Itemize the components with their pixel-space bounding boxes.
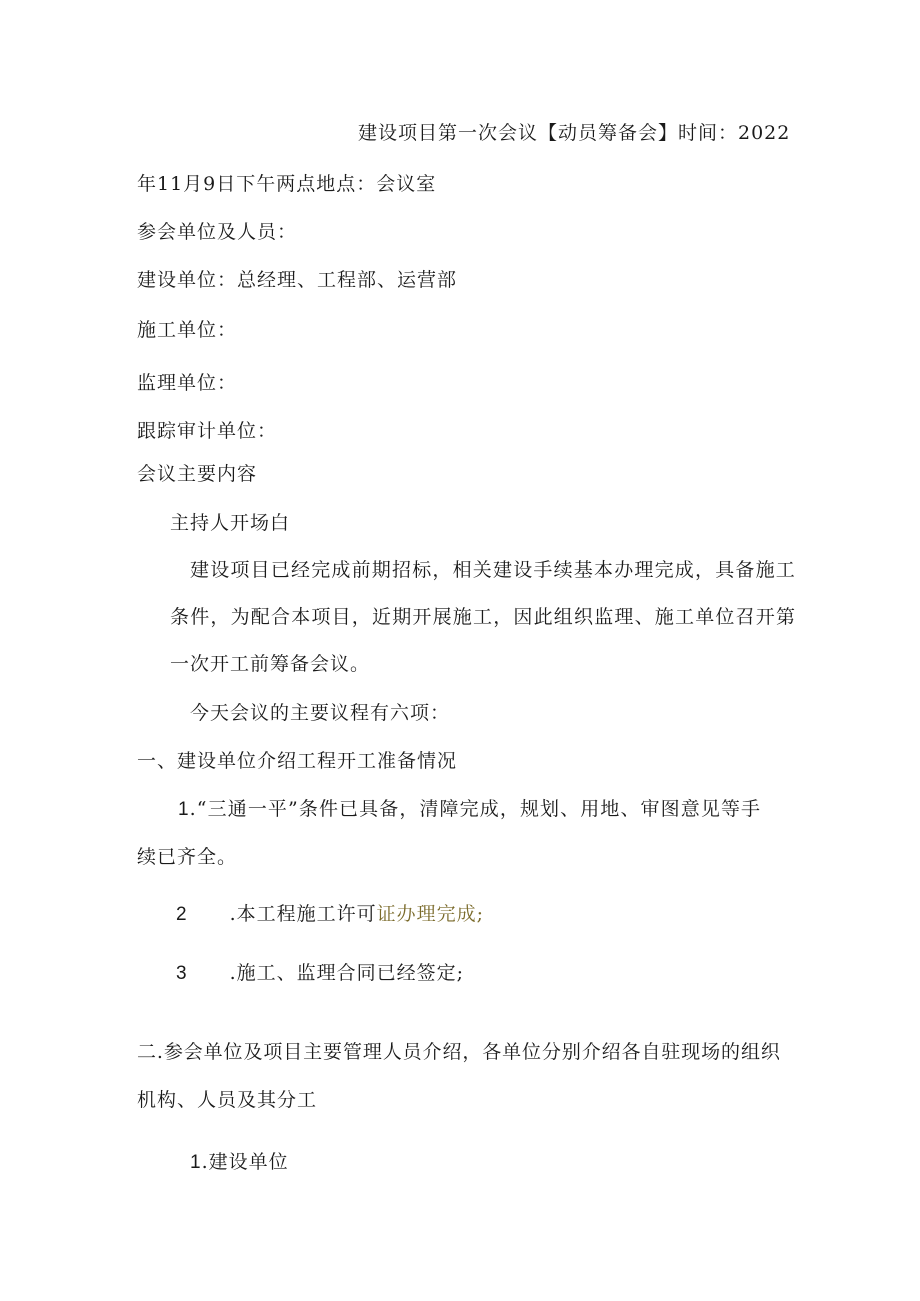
item-text-highlight: 证办理完成;	[376, 903, 485, 925]
item-text: .建设单位	[201, 1151, 289, 1173]
item-text: .本工程施工许可	[229, 903, 377, 925]
time-place-line	[137, 172, 436, 196]
section-1-item-3	[176, 961, 464, 986]
builder-unit: 建设单位：总经理、工程部、运营部	[137, 269, 458, 291]
section-2-item-1	[190, 1150, 289, 1175]
meeting-title-line	[358, 121, 790, 145]
item-number: 2	[176, 904, 188, 925]
agenda-intro: 今天会议的主要议程有六项：	[190, 702, 451, 724]
section-1-item-2	[176, 902, 484, 927]
item-text: .施工、监理合同已经签定;	[229, 962, 465, 984]
attendees-heading: 参会单位及人员：	[137, 221, 298, 243]
section-1-item-1-line-1	[178, 797, 761, 822]
section-2-heading-line-2: 机构、人员及其分工	[137, 1089, 318, 1111]
audit-unit: 跟踪审计单位：	[137, 420, 278, 442]
item-text: .“三通一平”条件已具备，清障完成，规划、用地、审图意见等手	[189, 798, 762, 820]
item-number: 3	[176, 963, 188, 984]
intro-paragraph-line-1: 建设项目已经完成前期招标，相关建设手续基本办理完成，具备施工	[190, 559, 797, 581]
intro-paragraph-line-3: 一次开工前筹备会议。	[170, 653, 371, 675]
content-heading: 会议主要内容	[137, 463, 258, 485]
section-1-item-1-line-2: 续已齐全。	[137, 846, 238, 868]
host-opening: 主持人开场白	[170, 512, 291, 534]
section-1-heading: 一、建设单位介绍工程开工准备情况	[137, 750, 458, 772]
item-number: 1	[190, 1152, 202, 1173]
construction-unit: 施工单位：	[137, 319, 238, 341]
item-number: 1	[178, 799, 190, 820]
intro-paragraph-line-2: 条件，为配合本项目，近期开展施工，因此组织监理、施工单位召开第	[170, 606, 797, 628]
section-2-heading-line-1: 二.参会单位及项目主要管理人员介绍，各单位分别介绍各自驻现场的组织	[137, 1041, 781, 1063]
meeting-title: 建设项目第一次会议【动员筹备会】时间：2022	[358, 122, 791, 144]
meeting-time-place: 年11月9日下午两点地点：会议室	[137, 173, 437, 195]
supervision-unit: 监理单位：	[137, 372, 238, 394]
